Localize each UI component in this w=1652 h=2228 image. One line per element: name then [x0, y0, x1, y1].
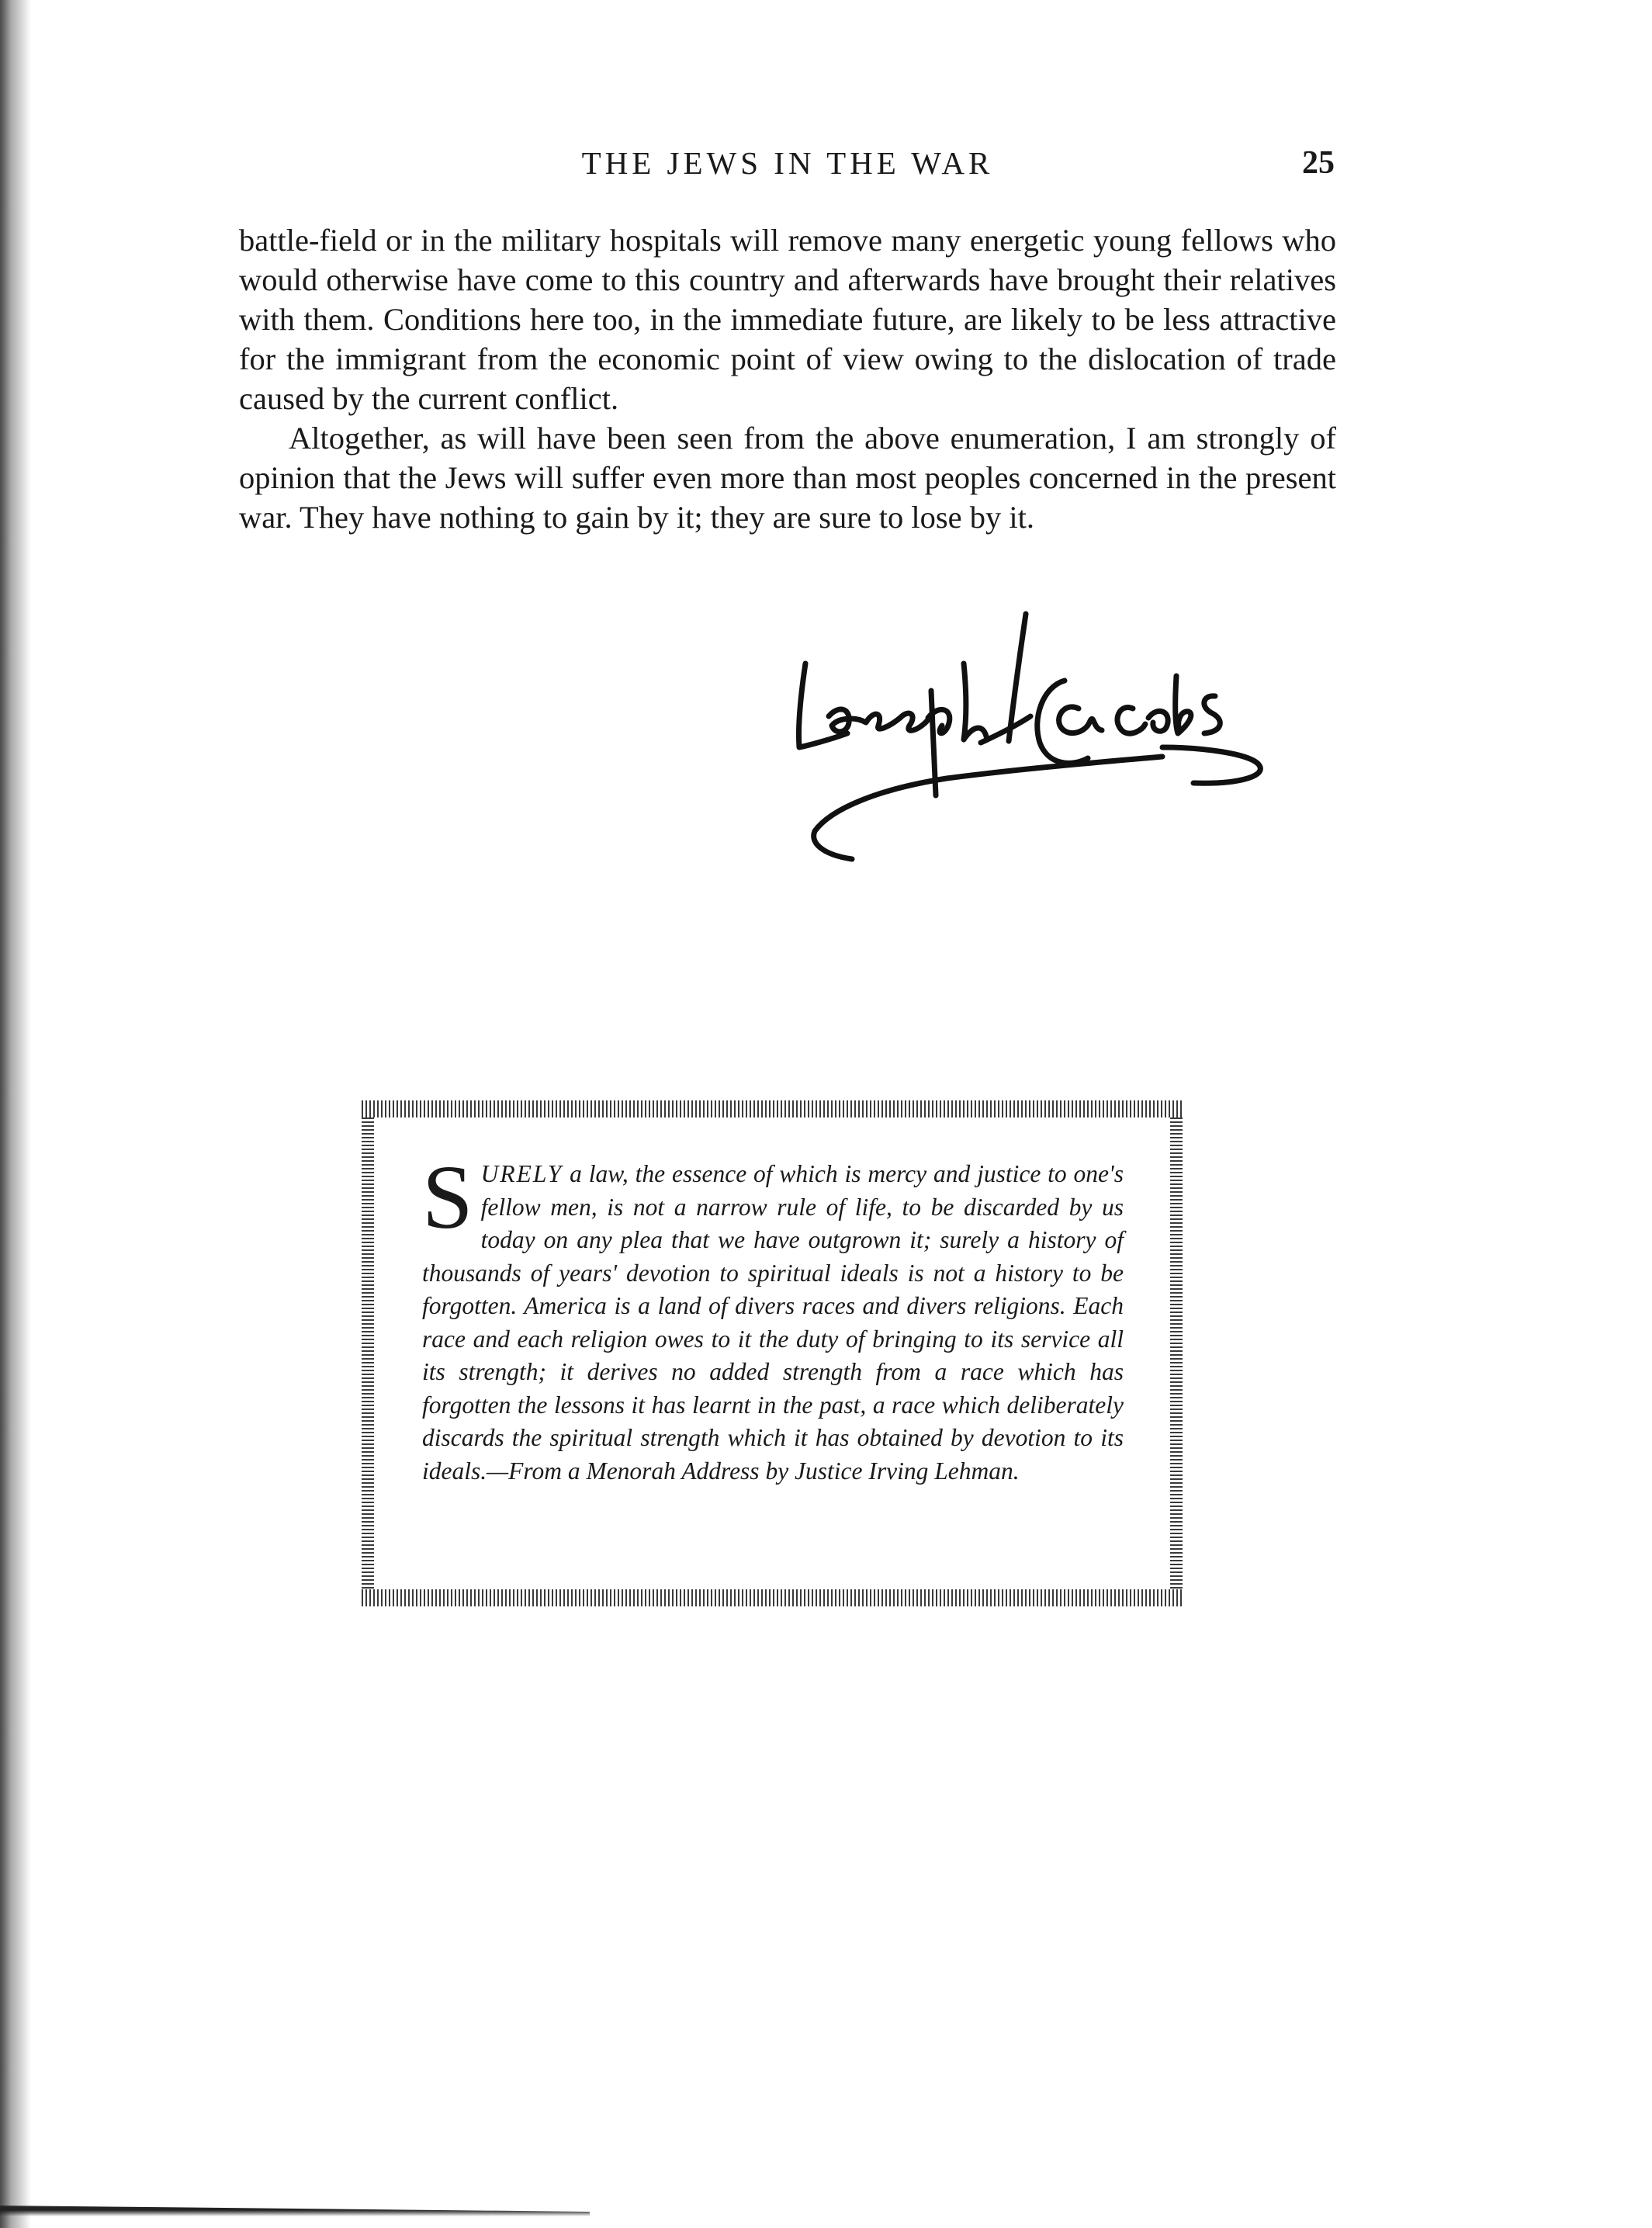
signature-image	[784, 609, 1280, 873]
quotation-body: a law, the essence of which is mercy and justice to one's fellow men, is not a narrow rule of life, to be discarded by us today on any plea that we have outgrown it; surely a history of thousands of years' devotion to spiritual ideals is not a history to be forgotten. America is a land of divers races and divers religions. Each race and each religion owes to it the duty of bringing to its service all its strength; it derives no added strength from a race which has forgotten the lessons it has learnt in the past, a race which deliberately discards the spiritual strength which it has obtained by devotion to its ideals.—From a Menorah Address by Justice Irving Lehman.	[422, 1160, 1124, 1485]
scan-bottom-edge	[0, 2201, 590, 2216]
paragraph-1: battle-field or in the military hospitals will remove many energetic young fellows who would otherwise have come to this country and afterwards have brought their relatives with them. Conditions here too, in the immediate future, are likely to be less attractive for the immigrant from the economic point of view owing to the dislocation of trade caused by the current conflict.	[239, 223, 1336, 416]
quotation-text	[422, 1146, 1124, 1488]
quotation-box	[362, 1100, 1183, 1606]
scan-left-edge	[0, 0, 31, 2228]
body-text	[239, 220, 1336, 537]
running-title: THE JEWS IN THE WAR	[581, 145, 994, 181]
box-border-top	[362, 1100, 1183, 1117]
box-border-bottom	[362, 1589, 1183, 1606]
drop-cap: S	[422, 1146, 473, 1248]
paragraph-2: Altogether, as will have been seen from the above enumeration, I am strongly of opinion that the Jews will suffer even more than most peoples concerned in the present war. They have nothing to gain by it; they are sure to lose by it.	[239, 421, 1336, 535]
page-number: 25	[1302, 145, 1335, 181]
running-head	[241, 144, 1335, 191]
box-border-left	[362, 1117, 374, 1589]
lead-word: URELY	[480, 1160, 563, 1187]
box-border-right	[1170, 1117, 1183, 1589]
